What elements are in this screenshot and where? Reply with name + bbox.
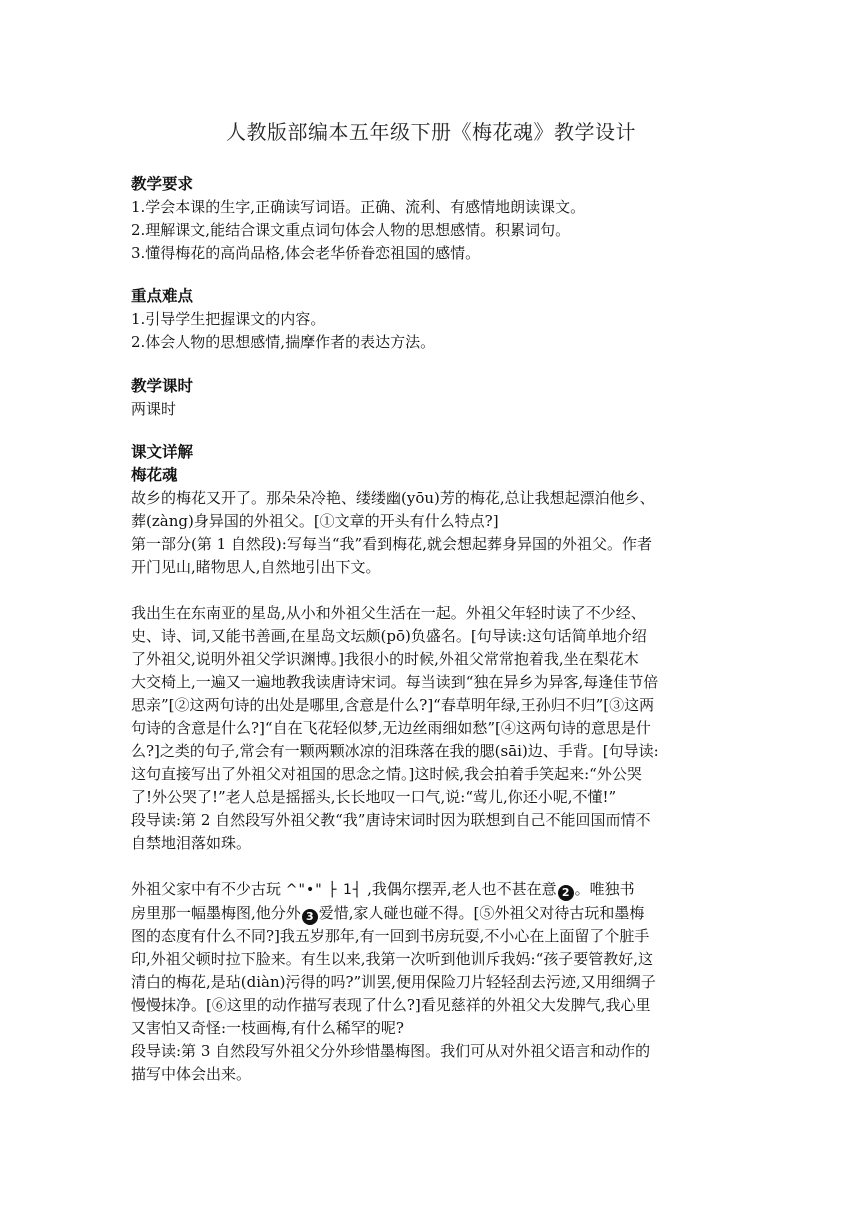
garbled-symbols: ^"•" ├ 1┤: [285, 882, 363, 898]
requirement-item: 3.懂得梅花的高尚品格,体会老华侨眷恋祖国的感情。: [131, 244, 481, 262]
difficulty-item: 2.体会人物的思想感情,揣摩作者的表达方法。: [131, 333, 436, 351]
hours-value: 两课时: [131, 400, 177, 418]
section-heading: 重点难点: [131, 287, 194, 305]
circled-number-icon: 3: [302, 909, 318, 925]
paragraph-line: 了外祖父,说明外祖父学识渊博。]我很小的时候,外祖父常常抱着我,坐在梨花木: [131, 650, 639, 668]
section-explain: [131, 441, 731, 1086]
difficulty-item: 1.引导学生把握课文的内容。: [131, 310, 326, 328]
paragraph-line: 故乡的梅花又开了。那朵朵冷艳、缕缕幽(yōu)芳的梅花,总让我想起漂泊他乡、: [131, 489, 655, 507]
section-difficulties: [131, 285, 731, 354]
paragraph-line: 段导读:第 3 自然段写外祖父分外珍惜墨梅图。我们可从对外祖父语言和动作的: [131, 1042, 651, 1060]
paragraph-line: 葬(zàng)身异国的外祖父。[①文章的开头有什么特点?]: [131, 512, 499, 530]
paragraph-line: 房里那一幅墨梅图,他分外 3 爱惜,家人碰也碰不得。[⑤外祖父对待古玩和墨梅: [131, 904, 645, 923]
paragraph-line: 描写中体会出来。: [131, 1065, 252, 1083]
paragraph-line: 清白的梅花,是玷(diàn)污得的吗?”训罢,便用保险刀片轻轻刮去污迹,又用细绸子: [131, 973, 656, 991]
paragraph-2: [131, 602, 731, 855]
section-heading: 课文详解: [131, 443, 194, 461]
requirement-item: 1.学会本课的生字,正确读写词语。正确、流利、有感情地朗读课文。: [131, 198, 586, 216]
paragraph-line: 大交椅上,一遍又一遍地教我读唐诗宋词。每当读到“独在异乡为异客,每逢佳节倍: [131, 673, 659, 691]
section-requirements: [131, 173, 731, 265]
paragraph-line: 这句直接写出了外祖父对祖国的思念之情。]这时候,我会拍着手笑起来:“外公哭: [131, 765, 642, 783]
paragraph-3: [131, 878, 731, 1086]
paragraph-line: 印,外祖父顿时拉下脸来。有生以来,我第一次听到他训斥我妈:“孩子要管教好,这: [131, 950, 654, 968]
paragraph-line: 又害怕又奇怪:一枝画梅,有什么稀罕的呢?: [131, 1019, 404, 1037]
requirement-item: 2.理解课文,能结合课文重点词句体会人物的思想感情。积累词句。: [131, 221, 571, 239]
text-title: 梅花魂: [131, 466, 178, 484]
paragraph-line: 我出生在东南亚的星岛,从小和外祖父生活在一起。外祖父年轻时读了不少经、: [131, 604, 646, 622]
paragraph-line: 句诗的含意是什么?]“自在飞花轻似梦,无边丝雨细如愁”[④这两句诗的意思是什: [131, 719, 651, 737]
document-title: 人教版部编本五年级下册《梅花魂》教学设计: [226, 120, 636, 144]
paragraph-line: 史、诗、词,又能书善画,在星岛文坛颇(pō)负盛名。[句导读:这句话简单地介绍: [131, 627, 647, 645]
paragraph-line: 慢慢抹净。[⑥这里的动作描写表现了什么?]看见慈祥的外祖父大发脾气,我心里: [131, 996, 651, 1014]
paragraph-line: 自禁地泪落如珠。: [131, 834, 252, 852]
paragraph-line: 了!外公哭了!”老人总是摇摇头,长长地叹一口气,说:“莺儿,你还小呢,不懂!”: [131, 788, 617, 806]
paragraph-line: 图的态度有什么不同?]我五岁那年,有一回到书房玩耍,不小心在上面留了个脏手: [131, 927, 650, 945]
paragraph-line: 段导读:第 2 自然段写外祖父教“我”唐诗宋词时因为联想到自己不能回国而情不: [131, 811, 651, 829]
paragraph-line: 开门见山,睹物思人,自然地引出下文。: [131, 558, 381, 576]
circled-number-icon: 2: [558, 885, 574, 901]
paragraph-line: 外祖父家中有不少古玩 ^"•" ├ 1┤ ,我偶尔摆弄,老人也不甚在意 2 。唯独书: [131, 880, 635, 899]
section-heading: 教学要求: [131, 175, 194, 193]
section-heading: 教学课时: [131, 377, 194, 395]
paragraph-1: [131, 487, 731, 579]
section-hours: [131, 375, 731, 421]
paragraph-line: 思亲”[②这两句诗的出处是哪里,含意是什么?]“春草明年绿,王孙归不归”[③这两: [131, 696, 655, 714]
paragraph-line: 第一部分(第 1 自然段):写每当“我”看到梅花,就会想起葬身异国的外祖父。作者: [131, 535, 652, 553]
paragraph-line: 么?]之类的句子,常会有一颗两颗冰凉的泪珠落在我的腮(sāi)边、手背。[句导读:: [131, 742, 659, 760]
